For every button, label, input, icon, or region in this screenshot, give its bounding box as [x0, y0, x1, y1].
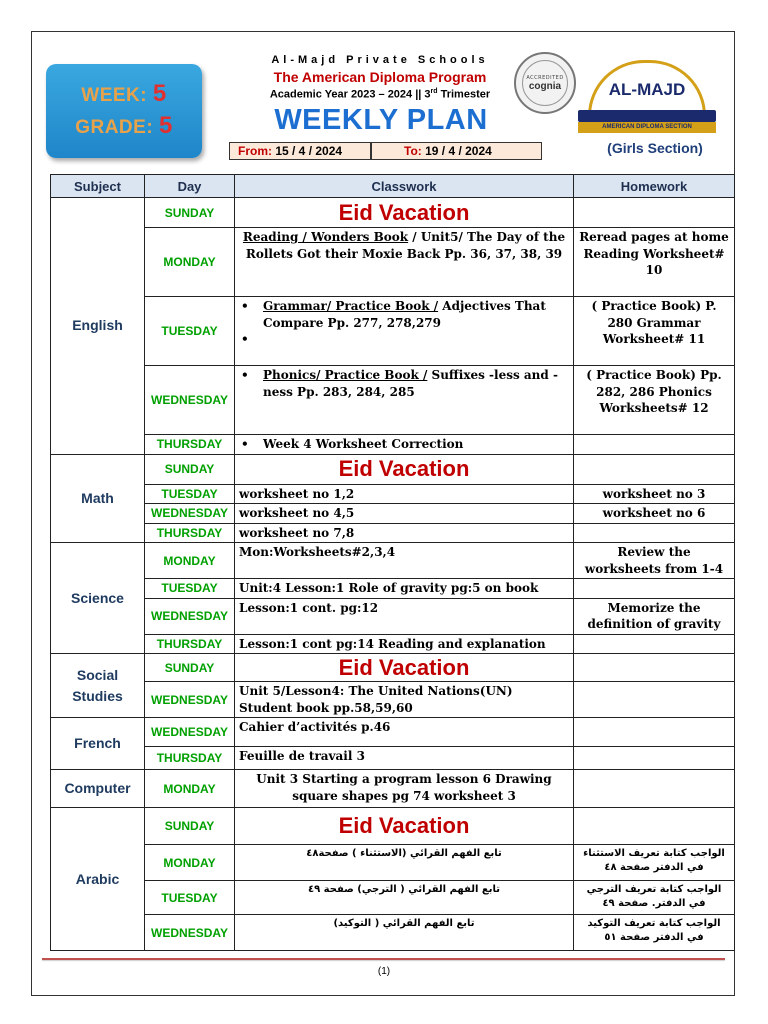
- school-name: Al-Majd Private Schools: [271, 54, 489, 66]
- day-thursday: THURSDAY: [145, 634, 235, 654]
- day-tuesday: TUESDAY: [145, 579, 235, 599]
- subject-math: Math: [51, 454, 145, 543]
- header-block: [240, 54, 520, 101]
- table-row: [51, 523, 735, 543]
- date-to: To: 19 / 4 / 2024: [371, 142, 542, 160]
- homework-cell: الواجب كتابة تعريف الترجي في الدفتر. صفحة ٤٩: [574, 881, 735, 915]
- homework-cell: [574, 682, 735, 718]
- classwork-cell: Lesson:1 cont pg:14 Reading and explanation: [235, 634, 574, 654]
- weekly-plan-table: [50, 174, 735, 951]
- classwork-cell: Unit:4 Lesson:1 Role of gravity pg:5 on book: [235, 579, 574, 599]
- academic-year: Academic Year 2023 – 2024 || 3rd Trimester: [269, 88, 491, 101]
- day-thursday: THURSDAY: [145, 435, 235, 455]
- school-logo: AL-MAJD AMERICAN DIPLOMA SECTION: [574, 58, 720, 140]
- grade-label: GRADE: 5: [75, 112, 173, 139]
- homework-cell: Reread pages at home Reading Worksheet# 10: [574, 228, 735, 297]
- day-monday: MONDAY: [145, 228, 235, 297]
- homework-cell: [574, 718, 735, 747]
- table-row: [51, 654, 735, 682]
- day-tuesday: TUESDAY: [145, 297, 235, 366]
- table-row: [51, 504, 735, 524]
- eid-vacation: Eid Vacation: [235, 808, 574, 845]
- homework-cell: الواجب كتابة تعريف التوكيد في الدفتر صفحة ٥١: [574, 915, 735, 951]
- day-wednesday: WEDNESDAY: [145, 598, 235, 634]
- eid-vacation: Eid Vacation: [235, 454, 574, 484]
- table-row: [51, 598, 735, 634]
- homework-cell: [574, 747, 735, 770]
- classwork-cell: Feuille de travail 3: [235, 747, 574, 770]
- day-sunday: SUNDAY: [145, 454, 235, 484]
- homework-cell: [574, 454, 735, 484]
- day-thursday: THURSDAY: [145, 747, 235, 770]
- header-day: Day: [145, 175, 235, 198]
- homework-cell: الواجب كتابة تعريف الاستثناء في الدفتر صفحة ٤٨: [574, 845, 735, 881]
- subject-french: French: [51, 718, 145, 770]
- date-from: From: 15 / 4 / 2024: [229, 142, 371, 160]
- table-row: [51, 845, 735, 881]
- program-name: The American Diploma Program: [273, 69, 487, 85]
- week-label: WEEK: 5: [81, 80, 167, 107]
- table-row: [51, 454, 735, 484]
- day-monday: MONDAY: [145, 543, 235, 579]
- table-header-row: [51, 175, 735, 198]
- homework-cell: [574, 198, 735, 228]
- table-row: [51, 435, 735, 455]
- page-title: WEEKLY PLAN: [274, 104, 488, 136]
- homework-cell: [574, 579, 735, 599]
- homework-cell: Memorize the definition of gravity: [574, 598, 735, 634]
- table-row: [51, 366, 735, 435]
- day-tuesday: TUESDAY: [145, 484, 235, 504]
- day-sunday: SUNDAY: [145, 808, 235, 845]
- day-thursday: THURSDAY: [145, 523, 235, 543]
- homework-cell: Review the worksheets from 1-4: [574, 543, 735, 579]
- eid-vacation: Eid Vacation: [235, 198, 574, 228]
- table-row: [51, 198, 735, 228]
- homework-cell: worksheet no 6: [574, 504, 735, 524]
- table-row: [51, 747, 735, 770]
- header-subject: Subject: [51, 175, 145, 198]
- day-sunday: SUNDAY: [145, 654, 235, 682]
- homework-cell: [574, 523, 735, 543]
- classwork-cell: • Phonics/ Practice Book / Suffixes -less and -ness Pp. 283, 284, 285: [235, 366, 574, 435]
- subject-english: English: [51, 198, 145, 455]
- subject-social-studies: Social Studies: [51, 654, 145, 718]
- day-wednesday: WEDNESDAY: [145, 366, 235, 435]
- week-grade-badge: [46, 64, 202, 158]
- table-row: [51, 770, 735, 808]
- page-number: (1): [377, 966, 391, 977]
- table-row: [51, 579, 735, 599]
- table-row: [51, 543, 735, 579]
- table-row: [51, 682, 735, 718]
- classwork-cell: worksheet no 7,8: [235, 523, 574, 543]
- day-monday: MONDAY: [145, 770, 235, 808]
- classwork-cell: • Grammar/ Practice Book / Adjectives That Compare Pp. 277, 278,279 •: [235, 297, 574, 366]
- table-row: [51, 881, 735, 915]
- homework-cell: [574, 808, 735, 845]
- day-wednesday: WEDNESDAY: [145, 504, 235, 524]
- classwork-cell: worksheet no 1,2: [235, 484, 574, 504]
- table-row: [51, 228, 735, 297]
- subject-arabic: Arabic: [51, 808, 145, 951]
- table-row: [51, 718, 735, 747]
- subject-computer: Computer: [51, 770, 145, 808]
- day-tuesday: TUESDAY: [145, 881, 235, 915]
- classwork-cell: worksheet no 4,5: [235, 504, 574, 524]
- homework-cell: [574, 770, 735, 808]
- footer-divider: [42, 958, 725, 960]
- table-row: [51, 634, 735, 654]
- section-label: (Girls Section): [607, 140, 703, 156]
- day-sunday: SUNDAY: [145, 198, 235, 228]
- classwork-cell: تابع الفهم القرائي (الاستثناء ) صفحة٤٨: [235, 845, 574, 881]
- table-row: [51, 808, 735, 845]
- cognia-accreditation-seal: ACCREDITED cognia: [514, 52, 576, 114]
- table-row: [51, 297, 735, 366]
- homework-cell: [574, 654, 735, 682]
- day-wednesday: WEDNESDAY: [145, 915, 235, 951]
- eid-vacation: Eid Vacation: [235, 654, 574, 682]
- header-classwork: Classwork: [235, 175, 574, 198]
- classwork-cell: تابع الفهم القرائي ( الترجي) صفحة ٤٩: [235, 881, 574, 915]
- classwork-cell: Unit 3 Starting a program lesson 6 Drawing square shapes pg 74 worksheet 3: [235, 770, 574, 808]
- day-wednesday: WEDNESDAY: [145, 682, 235, 718]
- homework-cell: [574, 634, 735, 654]
- classwork-cell: Lesson:1 cont. pg:12: [235, 598, 574, 634]
- header-homework: Homework: [574, 175, 735, 198]
- table-row: [51, 484, 735, 504]
- table-row: [51, 915, 735, 951]
- classwork-cell: Unit 5/Lesson4: The United Nations(UN) Student book pp.58,59,60: [235, 682, 574, 718]
- classwork-cell: Reading / Wonders Book / Unit5/ The Day of the Rollets Got their Moxie Back Pp. 36, 37, 38, 39: [235, 228, 574, 297]
- homework-cell: worksheet no 3: [574, 484, 735, 504]
- subject-science: Science: [51, 543, 145, 654]
- homework-cell: ( Practice Book) Pp. 282, 286 Phonics Worksheets# 12: [574, 366, 735, 435]
- classwork-cell: تابع الفهم القرائي ( التوكيد): [235, 915, 574, 951]
- day-monday: MONDAY: [145, 845, 235, 881]
- classwork-cell: Mon:Worksheets#2,3,4: [235, 543, 574, 579]
- day-wednesday: WEDNESDAY: [145, 718, 235, 747]
- classwork-cell: Cahier d’activités p.46: [235, 718, 574, 747]
- homework-cell: ( Practice Book) P. 280 Grammar Worksheet# 11: [574, 297, 735, 366]
- classwork-cell: • Week 4 Worksheet Correction: [235, 435, 574, 455]
- homework-cell: [574, 435, 735, 455]
